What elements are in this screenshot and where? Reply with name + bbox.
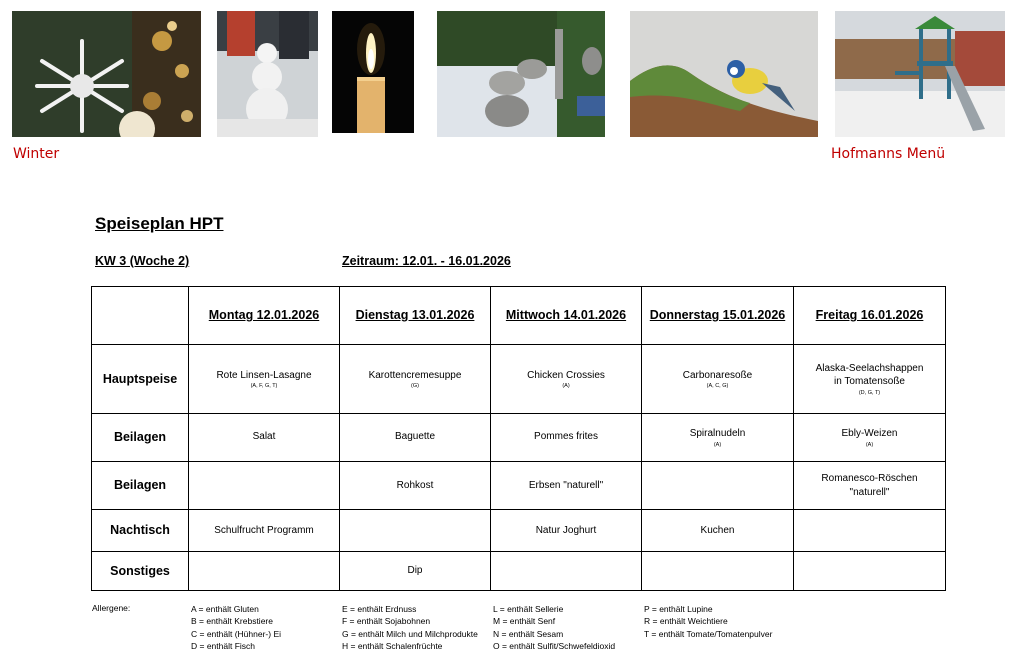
allergen-column	[191, 603, 281, 652]
snowy-stones-photo	[437, 11, 605, 137]
corner-cell	[92, 287, 189, 345]
dish-name: Alaska-Seelachshappen in Tomatensoße	[815, 362, 924, 388]
allergen-entry: F = enthält Sojabohnen	[342, 616, 431, 627]
dish-name: Chicken Crossies	[527, 369, 605, 381]
allergen-entry: P = enthält Lupine	[644, 604, 713, 614]
dish-name: Natur Joghurt	[535, 524, 597, 536]
allergen-code: (A)	[562, 383, 570, 390]
row-header: Beilagen	[92, 414, 189, 462]
table-row	[92, 510, 946, 552]
table-row	[92, 345, 946, 414]
allergen-entry: C = enthält (Hühner-) Ei	[191, 628, 281, 639]
snowman-photo	[217, 11, 318, 137]
dish-name: Spiralnudeln	[689, 428, 746, 440]
menu-cell	[340, 510, 491, 552]
menu-cell	[189, 414, 340, 462]
row-header: Sonstiges	[92, 552, 189, 591]
allergen-code: (A, F, G, T)	[250, 383, 278, 390]
table-row	[92, 414, 946, 462]
allergen-code: (G)	[411, 383, 419, 390]
menu-table	[91, 286, 946, 591]
allergen-entry: A = enthält Gluten	[191, 604, 259, 614]
allergen-code: (A)	[865, 441, 874, 448]
dish-name: Ebly-Weizen	[841, 428, 898, 440]
bird-on-snowy-branch-photo	[630, 11, 818, 137]
dish-name: Pommes frites	[534, 431, 598, 443]
dish-name: Rohkost	[396, 479, 434, 491]
menu-cell	[491, 510, 642, 552]
menu-cell	[794, 414, 946, 462]
allergen-legend-label: Allergene:	[92, 603, 131, 613]
dish-name: Erbsen "naturell"	[528, 479, 604, 491]
week-label: KW 3 (Woche 2)	[95, 254, 190, 268]
allergen-entry: L = enthält Sellerie	[493, 604, 564, 614]
menu-cell	[491, 552, 642, 591]
menu-cell	[340, 345, 491, 414]
menu-cell	[340, 414, 491, 462]
menu-cell	[189, 552, 340, 591]
dish-name: Karottencremesuppe	[368, 369, 462, 381]
menu-cell	[491, 414, 642, 462]
allergen-entry: T = enthält Tomate/Tomatenpulver	[644, 628, 773, 639]
allergen-column	[493, 603, 615, 652]
allergen-entry: N = enthält Sesam	[493, 628, 564, 639]
allergen-entry: O = enthält Sulfit/Schwefeldioxid	[493, 640, 616, 651]
christmas-ornament-photo	[12, 11, 201, 137]
menu-cell	[642, 462, 794, 510]
table-row	[92, 462, 946, 510]
candle-photo	[332, 11, 414, 133]
row-header: Nachtisch	[92, 510, 189, 552]
allergen-entry: H = enthält Schalenfrüchte	[342, 640, 443, 651]
menu-cell	[340, 462, 491, 510]
dish-name: Romanesco-Röschen "naturell"	[821, 473, 918, 498]
allergen-entry: G = enthält Milch und Milchprodukte	[342, 628, 478, 639]
menu-cell	[794, 462, 946, 510]
caterer-label: Hofmanns Menü	[831, 146, 946, 162]
allergen-code: (A)	[713, 441, 722, 448]
dish-name: Salat	[252, 431, 276, 443]
allergen-entry: R = enthält Weichtiere	[644, 616, 728, 627]
day-header: Donnerstag 15.01.2026	[642, 287, 794, 345]
menu-cell	[491, 462, 642, 510]
day-header-row	[92, 287, 946, 345]
allergen-entry: M = enthält Senf	[493, 616, 556, 627]
menu-cell	[340, 552, 491, 591]
row-header: Hauptspeise	[92, 345, 189, 414]
page-title: Speiseplan HPT	[95, 214, 224, 233]
menu-cell	[491, 345, 642, 414]
menu-cell	[189, 510, 340, 552]
menu-cell	[189, 345, 340, 414]
allergen-code: (D, G, T)	[858, 389, 881, 396]
menu-cell	[642, 414, 794, 462]
season-label: Winter	[13, 146, 60, 162]
allergen-entry: B = enthält Krebstiere	[191, 616, 273, 627]
day-header: Montag 12.01.2026	[189, 287, 340, 345]
menu-cell	[794, 510, 946, 552]
dish-name: Baguette	[394, 431, 436, 443]
snowy-playground-photo	[835, 11, 1005, 137]
table-row	[92, 552, 946, 591]
allergen-code: (A, C, G)	[706, 383, 729, 390]
allergen-column	[644, 603, 772, 640]
row-header: Beilagen	[92, 462, 189, 510]
menu-cell	[642, 552, 794, 591]
menu-cell	[794, 552, 946, 591]
menu-cell	[642, 510, 794, 552]
dish-name: Rote Linsen-Lasagne	[216, 369, 312, 381]
day-header: Mittwoch 14.01.2026	[491, 287, 642, 345]
allergen-column	[342, 603, 478, 652]
menu-cell	[794, 345, 946, 414]
allergen-entry: E = enthält Erdnuss	[342, 604, 417, 614]
day-header: Freitag 16.01.2026	[794, 287, 946, 345]
period-label: Zeitraum: 12.01. - 16.01.2026	[342, 254, 511, 268]
menu-cell	[642, 345, 794, 414]
dish-name: Carbonaresoße	[682, 369, 753, 381]
dish-name: Kuchen	[700, 524, 735, 536]
day-header: Dienstag 13.01.2026	[340, 287, 491, 345]
dish-name: Schulfrucht Programm	[214, 524, 314, 536]
allergen-entry: D = enthält Fisch	[191, 640, 256, 651]
menu-cell	[189, 462, 340, 510]
dish-name: Dip	[407, 565, 423, 577]
